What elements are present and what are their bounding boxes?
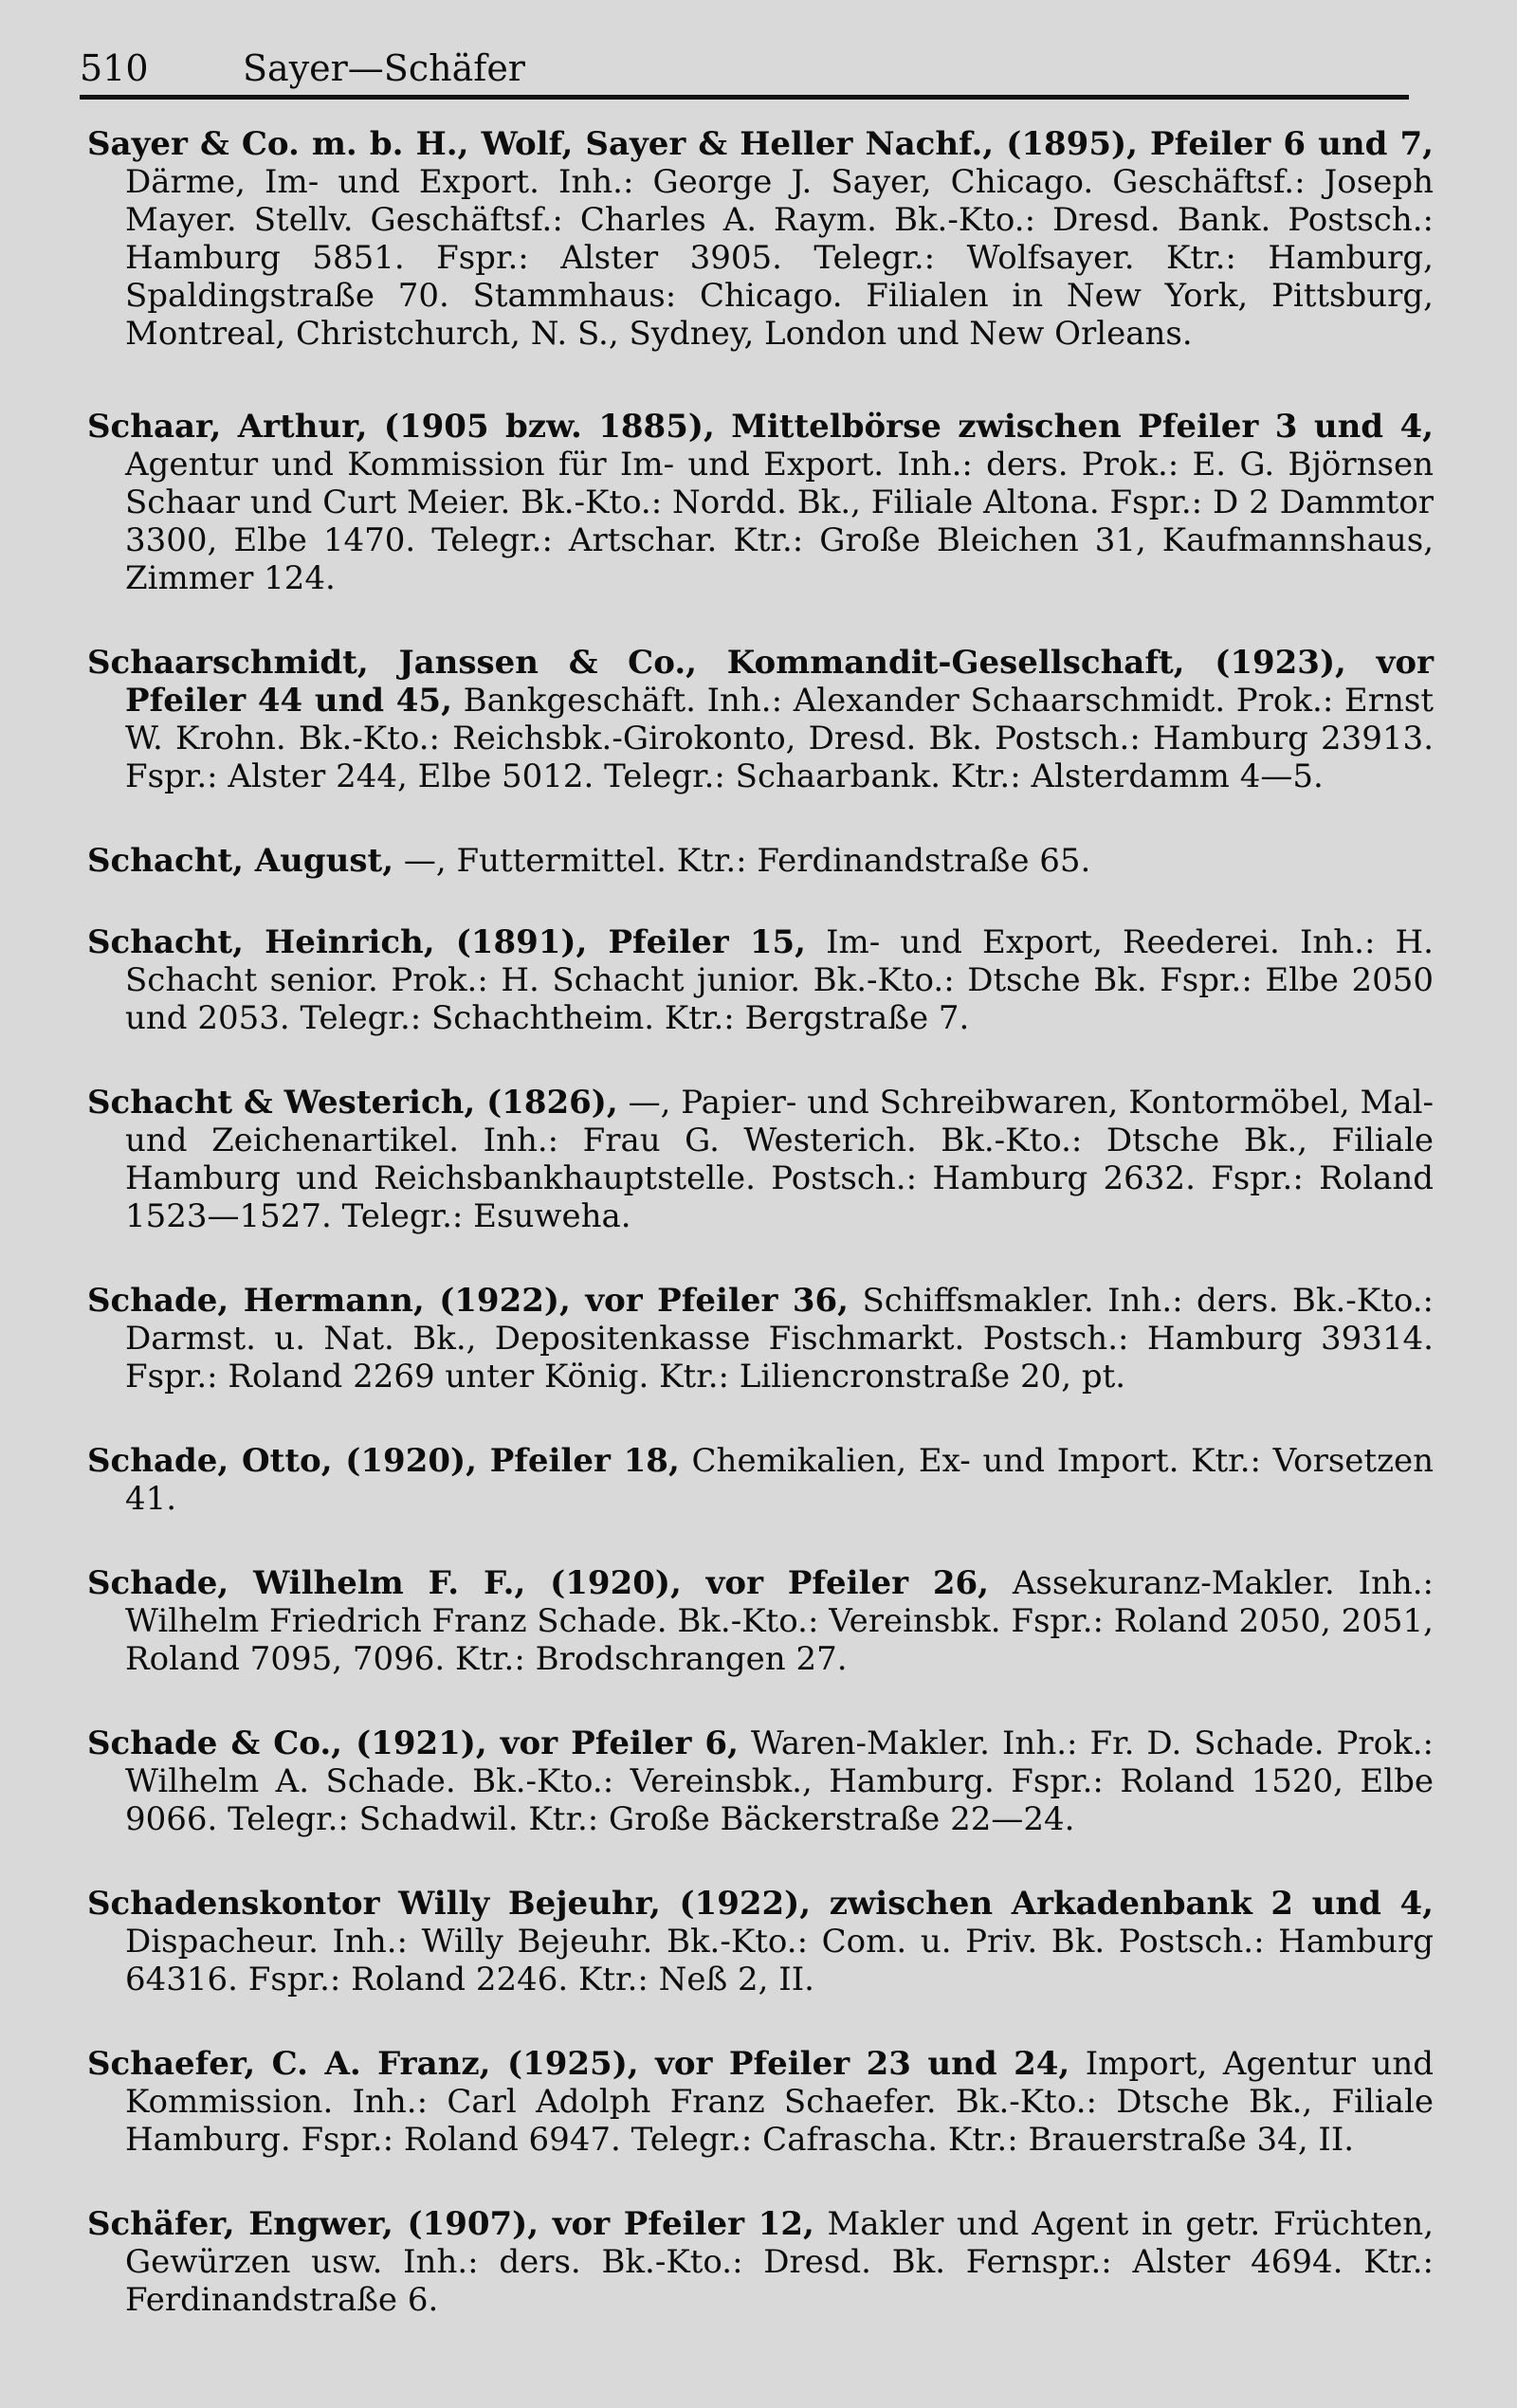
directory-entry	[87, 125, 1434, 353]
entry-heading: Schade, Otto, (1920), Pfeiler 18,	[87, 1442, 680, 1480]
entry-heading: Schaefer, C. A. Franz, (1925), vor Pfeiler 23 und 24,	[87, 2045, 1070, 2083]
directory-entry	[87, 1564, 1434, 1678]
directory-entry	[87, 1724, 1434, 1838]
entry-body: Schiffsmakler. Inh.: ders. Bk.-Kto.: Darmst. u. Nat. Bk., Depositenkasse Fischmarkt. Postsch.: Hamburg 39314. Fspr.: Roland 2269 unter König. Ktr.: Liliencronstraße 20, pt.	[125, 1282, 1434, 1396]
entry-body: Chemikalien, Ex- und Import. Ktr.: Vorsetzen 41.	[125, 1442, 1435, 1518]
page-number: 510	[80, 47, 149, 89]
entry-list	[87, 125, 1434, 2365]
entry-body: Im- und Export, Reederei. Inh.: H. Schacht senior. Prok.: H. Schacht junior. Bk.-Kto.: Dtsche Bk. Fspr.: Elbe 2050 und 2053. Telegr.: Schachtheim. Ktr.: Bergstraße 7.	[125, 923, 1434, 1037]
entry-heading: Schacht & Westerich, (1826),	[87, 1084, 618, 1122]
entry-body: —, Futtermittel. Ktr.: Ferdinandstraße 65.	[403, 842, 1091, 880]
entry-body: Bankgeschäft. Inh.: Alexander Schaarschmidt. Prok.: Ernst W. Krohn. Bk.-Kto.: Reichsbk.-Girokonto, Dresd. Bk. Postsch.: Hamburg 23913. Fspr.: Alster 244, Elbe 5012. Telegr.: Schaarbank. Ktr.: Alsterdamm 4—5.	[125, 682, 1434, 795]
entry-body: Därme, Im- und Export. Inh.: George J. Sayer, Chicago. Geschäftsf.: Joseph Mayer. Stellv. Geschäftsf.: Charles A. Raym. Bk.-Kto.: Dresd. Bank. Postsch.: Hamburg 5851. Fspr.: Alster 3905. Telegr.: Wolfsayer. Ktr.: Hamburg, Spaldingstraße 70. Stammhaus: Chicago. Filialen in New York, Pittsburg, Montreal, Christchurch, N. S., Sydney, London und New Orleans.	[125, 163, 1434, 353]
entry-heading: Schadenskontor Willy Bejeuhr, (1922), zwischen Arkadenbank 2 und 4,	[87, 1885, 1434, 1923]
entry-body: —, Papier- und Schreibwaren, Kontormöbel, Mal- und Zeichenartikel. Inh.: Frau G. Westerich. Bk.-Kto.: Dtsche Bk., Filiale Hamburg und Reichsbankhauptstelle. Postsch.: Hamburg 2632. Fspr.: Roland 1523—1527. Telegr.: Esuweha.	[125, 1084, 1435, 1235]
entry-heading: Schacht, August,	[87, 842, 394, 880]
entry-body: Import, Agentur und Kommission. Inh.: Carl Adolph Franz Schaefer. Bk.-Kto.: Dtsche Bk., Filiale Hamburg. Fspr.: Roland 6947. Telegr.: Cafrascha. Ktr.: Brauerstraße 34, II.	[125, 2045, 1435, 2159]
directory-entry	[87, 842, 1434, 880]
entry-body: Waren-Makler. Inh.: Fr. D. Schade. Prok.: Wilhelm A. Schade. Bk.-Kto.: Vereinsbk., Hamburg. Fspr.: Roland 1520, Elbe 9066. Telegr.: Schadwil. Ktr.: Große Bäckerstraße 22—24.	[125, 1724, 1434, 1838]
entry-body: Makler und Agent in getr. Früchten, Gewürzen usw. Inh.: ders. Bk.-Kto.: Dresd. Bk. Fernspr.: Alster 4694. Ktr.: Ferdinandstraße 6.	[125, 2205, 1435, 2319]
entry-heading: Sayer & Co. m. b. H., Wolf, Sayer & Heller Nachf., (1895), Pfeiler 6 und 7,	[87, 125, 1434, 163]
entry-heading: Schaarschmidt, Janssen & Co., Kommandit-Gesellschaft, (1923), vor Pfeiler 44 und 45,	[87, 644, 1434, 720]
entry-body: Agentur und Kommission für Im- und Export. Inh.: ders. Prok.: E. G. Björnsen Schaar und Curt Meier. Bk.-Kto.: Nordd. Bk., Filiale Altona. Fspr.: D 2 Dammtor 3300, Elbe 1470. Telegr.: Artschar. Ktr.: Große Bleichen 31, Kaufmannshaus, Zimmer 124.	[125, 446, 1434, 597]
entry-heading: Schade, Hermann, (1922), vor Pfeiler 36,	[87, 1282, 850, 1320]
entry-heading: Schade & Co., (1921), vor Pfeiler 6,	[87, 1724, 739, 1762]
entry-heading: Schäfer, Engwer, (1907), vor Pfeiler 12,	[87, 2205, 814, 2243]
directory-entry	[87, 408, 1434, 597]
directory-entry	[87, 2045, 1434, 2159]
entry-body: Assekuranz-Makler. Inh.: Wilhelm Friedrich Franz Schade. Bk.-Kto.: Vereinsbk. Fspr.: Roland 2050, 2051, Roland 7095, 7096. Ktr.: Brodschrangen 27.	[125, 1564, 1435, 1678]
entry-heading: Schaar, Arthur, (1905 bzw. 1885), Mittelbörse zwischen Pfeiler 3 und 4,	[87, 408, 1434, 446]
entry-heading: Schacht, Heinrich, (1891), Pfeiler 15,	[87, 923, 806, 961]
entry-heading: Schade, Wilhelm F. F., (1920), vor Pfeiler 26,	[87, 1564, 989, 1602]
directory-entry	[87, 1084, 1434, 1235]
running-title: Sayer—Schäfer	[243, 47, 525, 89]
directory-entry	[87, 1885, 1434, 1998]
header-rule	[80, 95, 1409, 100]
directory-entry	[87, 644, 1434, 795]
directory-entry	[87, 2205, 1434, 2319]
entry-body: Dispacheur. Inh.: Willy Bejeuhr. Bk.-Kto.: Com. u. Priv. Bk. Postsch.: Hamburg 64316. Fspr.: Roland 2246. Ktr.: Neß 2, II.	[125, 1923, 1434, 1998]
directory-entry	[87, 1282, 1434, 1396]
directory-entry	[87, 923, 1434, 1037]
directory-entry	[87, 1442, 1434, 1518]
